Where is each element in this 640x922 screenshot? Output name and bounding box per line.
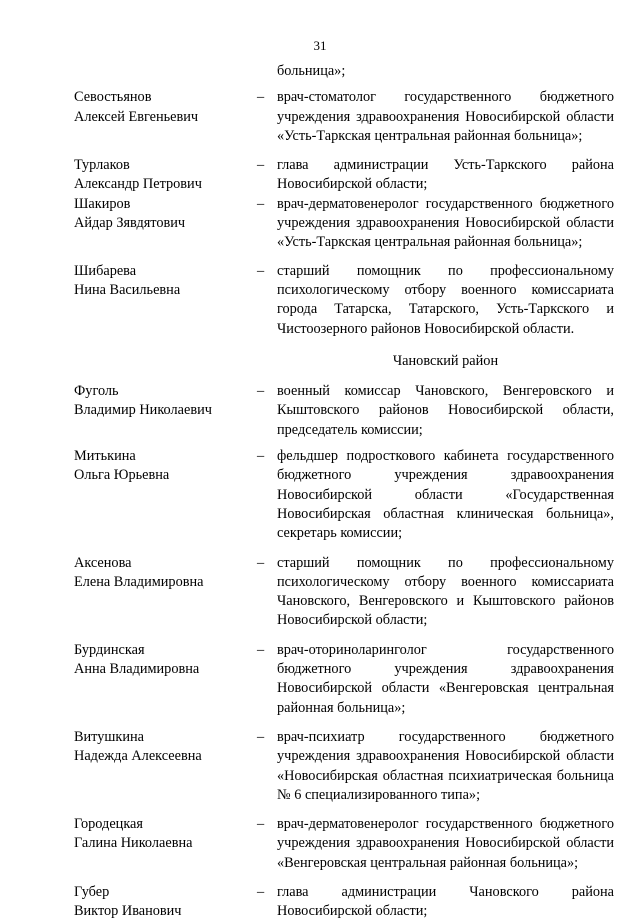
- list-item: [74, 382, 614, 440]
- member-surname: Бурдинская: [74, 641, 145, 658]
- member-surname: Губер: [74, 883, 110, 900]
- member-given-names: Елена Владимировна: [74, 573, 204, 590]
- member-name: [74, 554, 257, 593]
- member-surname: Шакиров: [74, 195, 131, 212]
- dash-separator: –: [257, 816, 265, 833]
- member-position: врач-психиатр государственного бюджетного учреждения здравоохранения Новосибирской области «Новосибирская областная психиатрическая больница № 6 специализированного типа»;: [277, 728, 614, 803]
- member-given-names: Алексей Евгеньевич: [74, 108, 199, 125]
- member-name: [74, 641, 257, 680]
- commission-list: [74, 62, 614, 922]
- member-position: врач-оториноларинголог государственного бюджетного учреждения здравоохранения Новосибирской области «Венгеровская центральная районная больница»;: [277, 641, 614, 716]
- member-name: [74, 88, 257, 127]
- list-item: [74, 883, 614, 922]
- dash-separator: –: [257, 554, 265, 571]
- member-name: [74, 728, 257, 767]
- member-position: старший помощник по профессиональному психологическому отбору военного комиссариата Чановского, Венгеровского и Кыштовского районов Новосибирской области;: [277, 554, 614, 629]
- member-given-names: Нина Васильевна: [74, 281, 181, 298]
- dash-separator: –: [257, 89, 265, 106]
- member-position: глава администрации Чановского района Новосибирской области;: [277, 883, 614, 920]
- list-item: [74, 195, 614, 253]
- member-surname: Витушкина: [74, 728, 144, 745]
- member-given-names: Айдар Зявдятович: [74, 215, 186, 232]
- dash-separator: –: [257, 262, 265, 279]
- dash-separator: –: [257, 157, 265, 174]
- member-surname: Шибарева: [74, 262, 137, 279]
- member-position: фельдшер подросткового кабинета государственного бюджетного учреждения здравоохранения Новосибирской области «Государственная Новосибирская областная клиническая больница», секретарь комиссии;: [277, 448, 614, 542]
- dash-separator: –: [257, 728, 265, 745]
- member-given-names: Анна Владимировна: [74, 661, 200, 678]
- dash-separator: –: [257, 883, 265, 900]
- member-surname: Севостьянов: [74, 89, 152, 106]
- member-given-names: Виктор Иванович: [74, 903, 182, 920]
- page-number: 31: [313, 38, 327, 53]
- list-item: [74, 554, 614, 631]
- list-item: [74, 815, 614, 873]
- member-name: [74, 447, 257, 486]
- list-item: [74, 447, 614, 543]
- district-heading: Чановский район: [392, 352, 499, 369]
- member-position: врач-дерматовенеролог государственного бюджетного учреждения здравоохранения Новосибирской области «Усть-Таркская центральная районная больница»;: [277, 195, 614, 251]
- member-given-names: Ольга Юрьевна: [74, 467, 170, 484]
- list-item: [74, 156, 614, 195]
- member-name: [74, 156, 257, 195]
- member-given-names: Галина Николаевна: [74, 835, 193, 852]
- member-name: [74, 815, 257, 854]
- list-item: [74, 88, 614, 146]
- member-surname: Аксенова: [74, 554, 132, 571]
- member-position: врач-дерматовенеролог государственного бюджетного учреждения здравоохранения Новосибирской области «Венгеровская центральная районная больница»;: [277, 816, 614, 871]
- member-surname: Городецкая: [74, 816, 143, 833]
- member-name: [74, 883, 257, 922]
- list-item: [74, 641, 614, 718]
- member-given-names: Александр Петрович: [74, 176, 202, 193]
- list-item: [74, 262, 614, 339]
- member-given-names: Надежда Алексеевна: [74, 748, 202, 765]
- dash-separator: –: [257, 195, 265, 212]
- member-position: врач-стоматолог государственного бюджетного учреждения здравоохранения Новосибирской области «Усть-Таркская центральная районная больница»;: [277, 89, 614, 144]
- member-position: глава администрации Усть-Таркского района Новосибирской области;: [277, 157, 614, 193]
- dash-separator: –: [257, 383, 265, 400]
- member-surname: Митькина: [74, 448, 136, 465]
- member-surname: Турлаков: [74, 157, 130, 174]
- dash-separator: –: [257, 448, 265, 465]
- member-given-names: Владимир Николаевич: [74, 402, 212, 419]
- member-name: [74, 382, 257, 421]
- continuation-text: больница»;: [277, 63, 346, 79]
- member-surname: Фуголь: [74, 383, 119, 400]
- member-name: [74, 195, 257, 234]
- dash-separator: –: [257, 641, 265, 658]
- member-name: [74, 262, 257, 301]
- member-position: старший помощник по профессиональному психологическому отбору военного комиссариата города Татарска, Татарского, Усть-Таркского и Чистоозерного районов Новосибирской области.: [277, 262, 614, 337]
- list-item: [74, 728, 614, 805]
- member-position: военный комиссар Чановского, Венгеровского и Кыштовского районов Новосибирской области, председатель комиссии;: [277, 383, 614, 438]
